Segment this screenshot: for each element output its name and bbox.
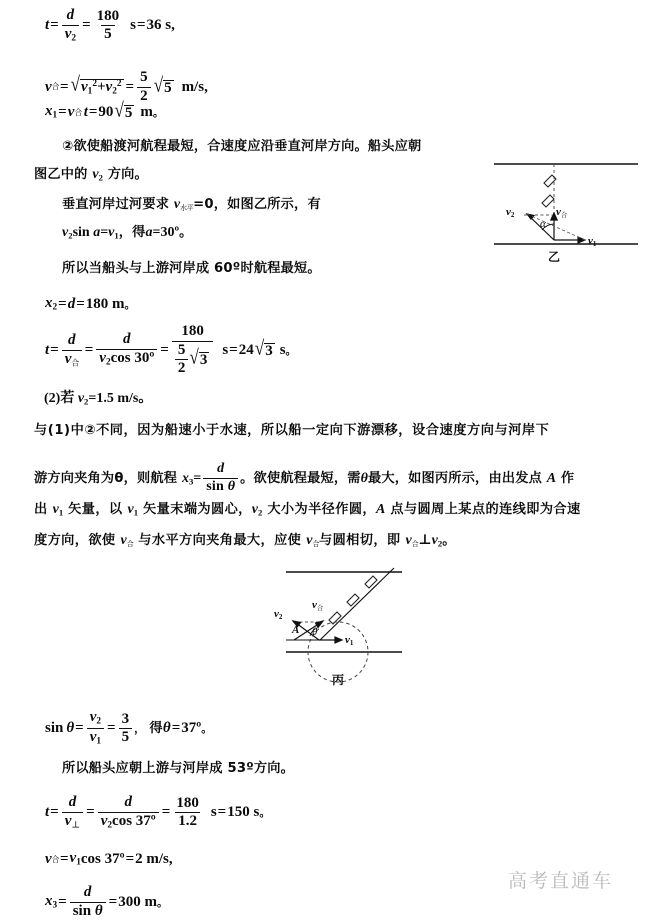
figure-bing-caption: 丙 bbox=[332, 673, 345, 687]
eq1-result: 36 s, bbox=[146, 17, 175, 34]
figure-bing-label-v-combined: v合 bbox=[312, 599, 323, 612]
paragraph-analysis-line4: 度方向，欲使 v合 与水平方向夹角最大，应使 v合与圆相切，即 v合$\perp v_2$。 bbox=[34, 533, 456, 549]
paragraph-part2-intro bbox=[44, 392, 152, 407]
paragraph-method-2-line1: ②欲使船渡河航程最短，合速度应沿垂直河岸方向。船头应朝 bbox=[62, 139, 422, 154]
figure-yi-label-v1: $v_1$ bbox=[588, 235, 597, 248]
paragraph-analysis-line2: 游方向夹角为θ，则航程 $x_3=$ $\frac{d}{\text{sin θ}}$ 。欲使航程最短，需θ最大，如图丙所示，由出发点 A 作 bbox=[34, 461, 575, 494]
equation-x2: $x_2$ = d = 180 m 。 bbox=[45, 295, 136, 313]
boat-track bbox=[320, 568, 394, 640]
eq6-fraction-d-vcombined: $\frac{d}{\text{v合}}$ bbox=[62, 333, 82, 367]
eq2-radical-5: √ 5 bbox=[153, 73, 172, 96]
eq6-fraction-d-v2cos30: $\frac{d}{v_2\cos 30º}$ bbox=[96, 332, 157, 368]
paragraph-analysis-line3: 出 $v_1$ 矢量，以 $v_1$ 矢量末端为圆心，$v_2$ 大小为半径作圆，A 点与圆周上某点的连线即为合速 bbox=[34, 502, 581, 518]
eq10-fraction: $\frac{d}{\text{sin θ}}$ bbox=[70, 885, 106, 919]
eq6-fraction-180: 180 $\frac{5}{2}$ √ 3 bbox=[172, 324, 213, 377]
equation-v2-sin-alpha: $v_2\sin$ $a=v_1$，得a=30º。 bbox=[62, 225, 193, 241]
p5-inline-fraction: $\frac{d}{\text{sin θ}}$ bbox=[203, 462, 238, 494]
paragraph-analysis-line1: 与(1)中②不同，因为船速小于水速，所以船一定向下游漂移，设合速度方向与河岸下 bbox=[34, 423, 550, 438]
figure-yi-label-v-combined: v合 bbox=[556, 206, 567, 219]
equation-v-combined-cos37: v 合 = $v_1$ cos 37º = 2 m/s, bbox=[45, 850, 173, 868]
eq1-unit: s bbox=[130, 17, 136, 34]
equation-t-cos37: t = $\frac{d}{v\perp}$ = $\frac{d}{v_2\cos 37º}$ = $\frac{180}{1.2}$ s = 150 s 。 bbox=[45, 794, 271, 831]
eq8-fraction-d-vperp: $\frac{d}{v\perp}$ bbox=[62, 795, 83, 831]
paragraph-conclusion-60deg: 所以当船头与上游河岸成 60º时航程最短。 bbox=[62, 261, 321, 276]
paragraph-conclusion-53deg: 所以船头应朝上游与河岸成 53º方向。 bbox=[62, 761, 294, 776]
paragraph-method-2-line2 bbox=[34, 168, 148, 183]
figure-bing bbox=[272, 566, 462, 691]
eq2-symbol: v bbox=[45, 78, 52, 95]
figure-bing-label-theta: θ bbox=[312, 626, 318, 638]
p1-line2-prefix: 图乙中的 bbox=[34, 167, 93, 182]
figure-yi bbox=[486, 150, 646, 275]
figure-yi-label-alpha: α bbox=[540, 218, 546, 230]
eq7-result-label: 得 bbox=[149, 721, 163, 737]
paragraph-perpendicular-requirement bbox=[62, 198, 321, 213]
eq2-radical: √ $v_1^2+v_2^2$ bbox=[70, 72, 122, 97]
eq3-unit: m bbox=[140, 104, 153, 120]
eq1-lhs: t bbox=[45, 17, 50, 34]
eq2-symbol-sub: 合 bbox=[51, 82, 59, 92]
equation-t-d-over-v2: t = $\frac{d}{v_2}$ = $\frac{180}{5}$ s = 36 s, bbox=[45, 7, 175, 44]
equation-x3: $x_3$ = $\frac{d}{\text{sin θ}}$ = 300 m 。 bbox=[45, 884, 169, 919]
eq8-fraction-180-12: $\frac{180}{1.2}$ bbox=[176, 794, 199, 830]
figure-bing-label-v1: $v_1$ bbox=[345, 634, 354, 647]
p2-symbol: v bbox=[173, 197, 181, 212]
p2-symbol-sub: 水平 bbox=[180, 204, 194, 213]
watermark: 高考直通车 bbox=[508, 870, 614, 892]
p4-suffix: =1.5 m/s。 bbox=[88, 391, 153, 406]
eq7-fraction-v2-v1: $\frac{v_2}{v_1}$ bbox=[87, 710, 104, 748]
equation-x1: $x_1$ = v 合 t = 90 √ 5 m 。 bbox=[45, 98, 165, 122]
eq2-unit: m/s, bbox=[181, 78, 208, 95]
eq1-fraction-d-v2: $\frac{d}{v_2}$ bbox=[62, 8, 79, 44]
eq3-lhs: $x_1$ bbox=[45, 103, 58, 121]
eq2-fraction-5-2: $\frac{5}{2}$ bbox=[137, 70, 151, 104]
vector-v1 bbox=[554, 237, 585, 243]
figure-bing-label-A: A bbox=[292, 624, 300, 636]
figure-yi-caption: 乙 bbox=[548, 250, 561, 264]
figure-bing-label-v2: $v_2$ bbox=[274, 608, 283, 621]
p5-l2-suffix: 。欲使航程最短，需 bbox=[240, 471, 361, 487]
equation-v-combined: v 合 = √ $v_1^2+v_2^2$ = $\frac{5}{2}$ √ 5 m/s, bbox=[45, 69, 208, 104]
boat-icon-1 bbox=[544, 175, 556, 187]
equation-t-cos30: t = $\frac{d}{\text{v合}}$ = $\frac{d}{v_2\cos 30º}$ = 180 $\frac{5}{2}$ √ 3 s = 24 √ 3 s 。 bbox=[45, 323, 297, 377]
equation-sin-theta: sin θ = $\frac{v_2}{v_1}$ = $\frac{3}{5}$ ， 得 θ = 37º 。 bbox=[45, 709, 213, 747]
eq7-fraction-3-5: $\frac{3}{5}$ bbox=[119, 712, 133, 746]
p2-suffix: =0，如图乙所示，有 bbox=[193, 197, 321, 212]
eq1-fraction-180-5: $\frac{180}{5}$ bbox=[96, 7, 120, 43]
eq4-result-label: 得 bbox=[132, 225, 146, 240]
p1-line2-symbol: $v_2$ bbox=[92, 167, 103, 183]
p2-prefix: 垂直河岸过河要求 bbox=[62, 197, 174, 212]
eq3-radical: √ 5 bbox=[114, 98, 133, 122]
p4-prefix: (2)若 bbox=[44, 391, 78, 406]
eq8-fraction-d-v2cos37: $\frac{d}{v_2\cos 37º}$ bbox=[98, 795, 159, 831]
p5-l2-prefix: 游方向夹角为θ，则航程 bbox=[34, 471, 182, 487]
figure-yi-label-v2: $v_2$ bbox=[506, 206, 515, 219]
p4-symbol: $v_2$ bbox=[77, 391, 89, 407]
p1-line2-suffix: 方向。 bbox=[102, 167, 148, 182]
boat-icon-2 bbox=[542, 195, 554, 207]
eq3-coefficient: 90 bbox=[98, 104, 114, 120]
